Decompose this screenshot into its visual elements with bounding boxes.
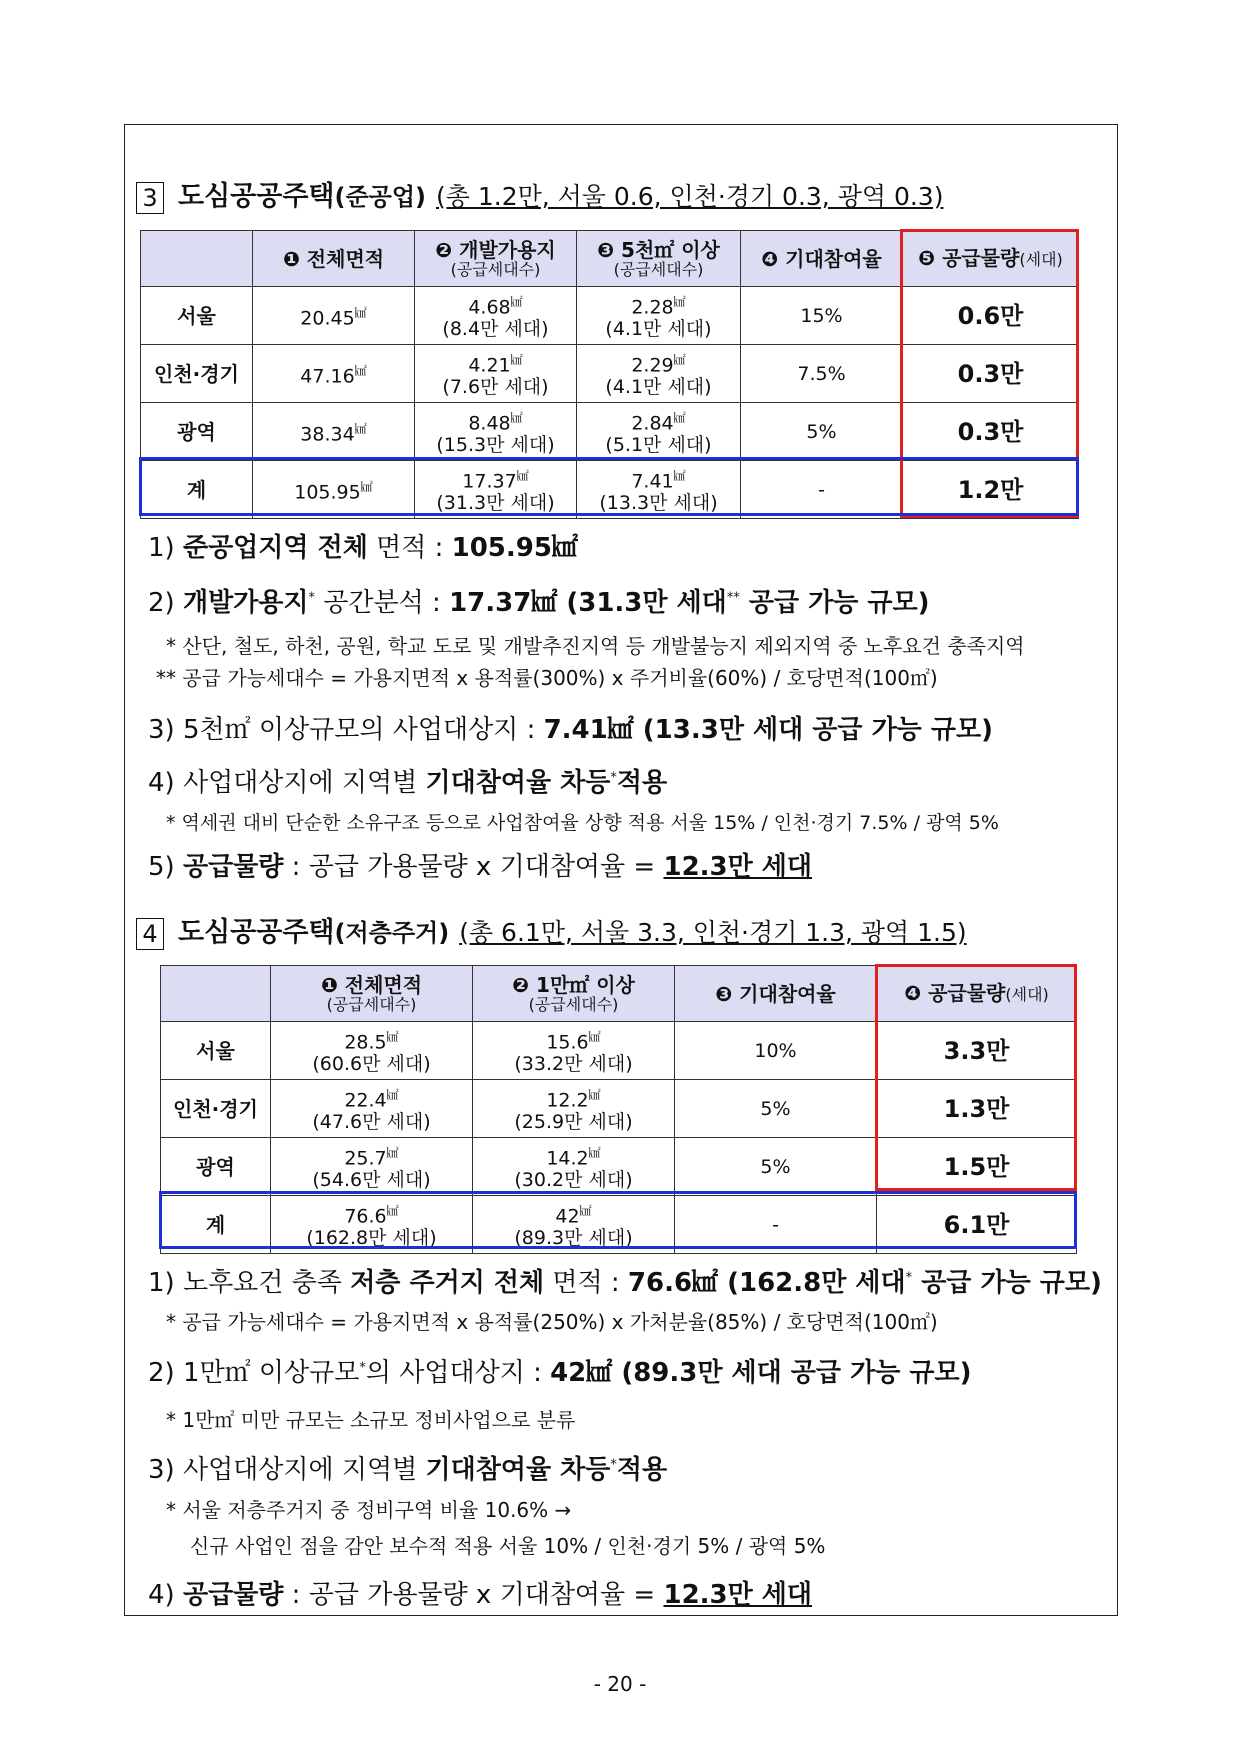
table-cell: 5%	[675, 1138, 877, 1196]
s3-note-3: * 역세권 대비 단순한 소유구조 등으로 사업참여율 상향 적용 서울 15% / 인천·경기 7.5% / 광역 5%	[166, 812, 999, 834]
table-cell: 42㎢ (89.3만 세대)	[473, 1196, 675, 1254]
s4-note-1: * 공급 가능세대수 = 가용지면적 x 용적률(250%) x 가처분율(85%) / 호당면적(100㎡)	[166, 1310, 938, 1334]
row-label: 광역	[141, 403, 253, 461]
header-cell: ❸ 기대참여율	[675, 966, 877, 1022]
table-cell: 2.84㎢ (5.1만 세대)	[577, 403, 741, 461]
section4-title-sub: (저층주거)	[334, 919, 450, 947]
s4-item-4: 4) 공급물량 : 공급 가용물량 x 기대참여율 = 12.3만 세대	[148, 1580, 813, 1610]
table-cell: 17.37㎢ (31.3만 세대)	[415, 461, 577, 519]
table-cell: 0.3만	[903, 345, 1079, 403]
s4-item-3: 3) 사업대상지에 지역별 기대참여율 차등*적용	[148, 1455, 668, 1485]
table-cell: 0.3만	[903, 403, 1079, 461]
section3-number: 3	[136, 182, 164, 214]
table-cell: -	[741, 461, 903, 519]
s3-item-5: 5) 공급물량 : 공급 가용물량 x 기대참여율 = 12.3만 세대	[148, 852, 813, 882]
s4-note-2: * 1만㎡ 미만 규모는 소규모 정비사업으로 분류	[166, 1408, 576, 1432]
header-cell: ❸ 5천㎡ 이상 (공급세대수)	[577, 231, 741, 287]
section4-heading	[136, 910, 967, 950]
table-row	[161, 1138, 1077, 1196]
row-label: 서울	[141, 287, 253, 345]
table-cell: 105.95㎢	[253, 461, 415, 519]
header-cell: ❶ 전체면적 (공급세대수)	[271, 966, 473, 1022]
table-cell: 25.7㎢ (54.6만 세대)	[271, 1138, 473, 1196]
table-cell: -	[675, 1196, 877, 1254]
table-cell: 12.2㎢ (25.9만 세대)	[473, 1080, 675, 1138]
table-total-row	[161, 1196, 1077, 1254]
table-cell: 7.41㎢ (13.3만 세대)	[577, 461, 741, 519]
table-cell: 6.1만	[877, 1196, 1077, 1254]
table-cell: 0.6만	[903, 287, 1079, 345]
table-row	[161, 1022, 1077, 1080]
section3-summary: (총 1.2만, 서울 0.6, 인천·경기 0.3, 광역 0.3)	[436, 182, 944, 211]
row-label: 인천·경기	[161, 1080, 271, 1138]
s3-note-2: ** 공급 가능세대수 = 가용지면적 x 용적률(300%) x 주거비율(60%) / 호당면적(100㎡)	[156, 666, 938, 690]
header-cell: ❶ 전체면적	[253, 231, 415, 287]
table-cell: 14.2㎢ (30.2만 세대)	[473, 1138, 675, 1196]
table-cell: 5%	[675, 1080, 877, 1138]
header-cell: ❷ 1만㎡ 이상 (공급세대수)	[473, 966, 675, 1022]
table-cell: 1.3만	[877, 1080, 1077, 1138]
table-row	[161, 1080, 1077, 1138]
table-cell: 8.48㎢ (15.3만 세대)	[415, 403, 577, 461]
table-cell: 20.45㎢	[253, 287, 415, 345]
header-cell: ❹ 기대참여율	[741, 231, 903, 287]
table-total-row	[141, 461, 1079, 519]
table-cell: 15%	[741, 287, 903, 345]
header-cell: ❺ 공급물량(세대)	[903, 231, 1079, 287]
section3-title-sub: (준공업)	[334, 183, 426, 211]
s3-item-2: 2) 개발가용지* 공간분석 : 17.37㎢ (31.3만 세대** 공급 가능 규모)	[148, 588, 930, 618]
table-cell: 15.6㎢ (33.2만 세대)	[473, 1022, 675, 1080]
table-row	[141, 287, 1079, 345]
section3-title: 도심공공주택	[178, 181, 335, 212]
section3-table	[140, 230, 1079, 519]
table-cell: 1.2만	[903, 461, 1079, 519]
header-corner	[161, 966, 271, 1022]
s4-item-1: 1) 노후요건 충족 저층 주거지 전체 면적 : 76.6㎢ (162.8만 세대* 공급 가능 규모)	[148, 1268, 1102, 1298]
table-cell: 10%	[675, 1022, 877, 1080]
table-cell: 38.34㎢	[253, 403, 415, 461]
table-cell: 5%	[741, 403, 903, 461]
table-cell: 22.4㎢ (47.6만 세대)	[271, 1080, 473, 1138]
table-cell: 4.21㎢ (7.6만 세대)	[415, 345, 577, 403]
table-cell: 7.5%	[741, 345, 903, 403]
header-corner	[141, 231, 253, 287]
section4-number: 4	[136, 918, 164, 950]
table-header-row	[161, 966, 1077, 1022]
table-row	[141, 345, 1079, 403]
s3-item-4: 4) 사업대상지에 지역별 기대참여율 차등*적용	[148, 768, 668, 798]
row-label: 인천·경기	[141, 345, 253, 403]
section3-heading	[136, 174, 943, 214]
table-cell: 3.3만	[877, 1022, 1077, 1080]
section4-summary: (총 6.1만, 서울 3.3, 인천·경기 1.3, 광역 1.5)	[459, 918, 967, 947]
table-row	[141, 403, 1079, 461]
table-cell: 47.16㎢	[253, 345, 415, 403]
row-label: 광역	[161, 1138, 271, 1196]
table-cell: 2.29㎢ (4.1만 세대)	[577, 345, 741, 403]
table-cell: 28.5㎢ (60.6만 세대)	[271, 1022, 473, 1080]
s3-note-1: * 산단, 철도, 하천, 공원, 학교 도로 및 개발추진지역 등 개발불능지 제외지역 중 노후요건 충족지역	[166, 634, 1025, 658]
row-label: 서울	[161, 1022, 271, 1080]
table-header-row	[141, 231, 1079, 287]
s3-item-1: 1) 준공업지역 전체 면적 : 105.95㎢	[148, 533, 578, 563]
section4-table	[160, 965, 1077, 1254]
table-cell: 4.68㎢ (8.4만 세대)	[415, 287, 577, 345]
page-number: - 20 -	[593, 1672, 647, 1696]
header-cell: ❷ 개발가용지 (공급세대수)	[415, 231, 577, 287]
table-cell: 2.28㎢ (4.1만 세대)	[577, 287, 741, 345]
row-label: 계	[141, 461, 253, 519]
header-cell: ❹ 공급물량(세대)	[877, 966, 1077, 1022]
s4-note-4: 신규 사업인 점을 감안 보수적 적용 서울 10% / 인천·경기 5% / 광역 5%	[190, 1534, 826, 1558]
row-label: 계	[161, 1196, 271, 1254]
section4-title: 도심공공주택	[178, 917, 335, 948]
s4-note-3: * 서울 저층주거지 중 정비구역 비율 10.6% →	[166, 1498, 572, 1522]
table-cell: 76.6㎢ (162.8만 세대)	[271, 1196, 473, 1254]
s3-item-3: 3) 5천㎡ 이상규모의 사업대상지 : 7.41㎢ (13.3만 세대 공급 가능 규모)	[148, 715, 993, 745]
table-cell: 1.5만	[877, 1138, 1077, 1196]
s4-item-2: 2) 1만㎡ 이상규모*의 사업대상지 : 42㎢ (89.3만 세대 공급 가능 규모)	[148, 1358, 972, 1388]
